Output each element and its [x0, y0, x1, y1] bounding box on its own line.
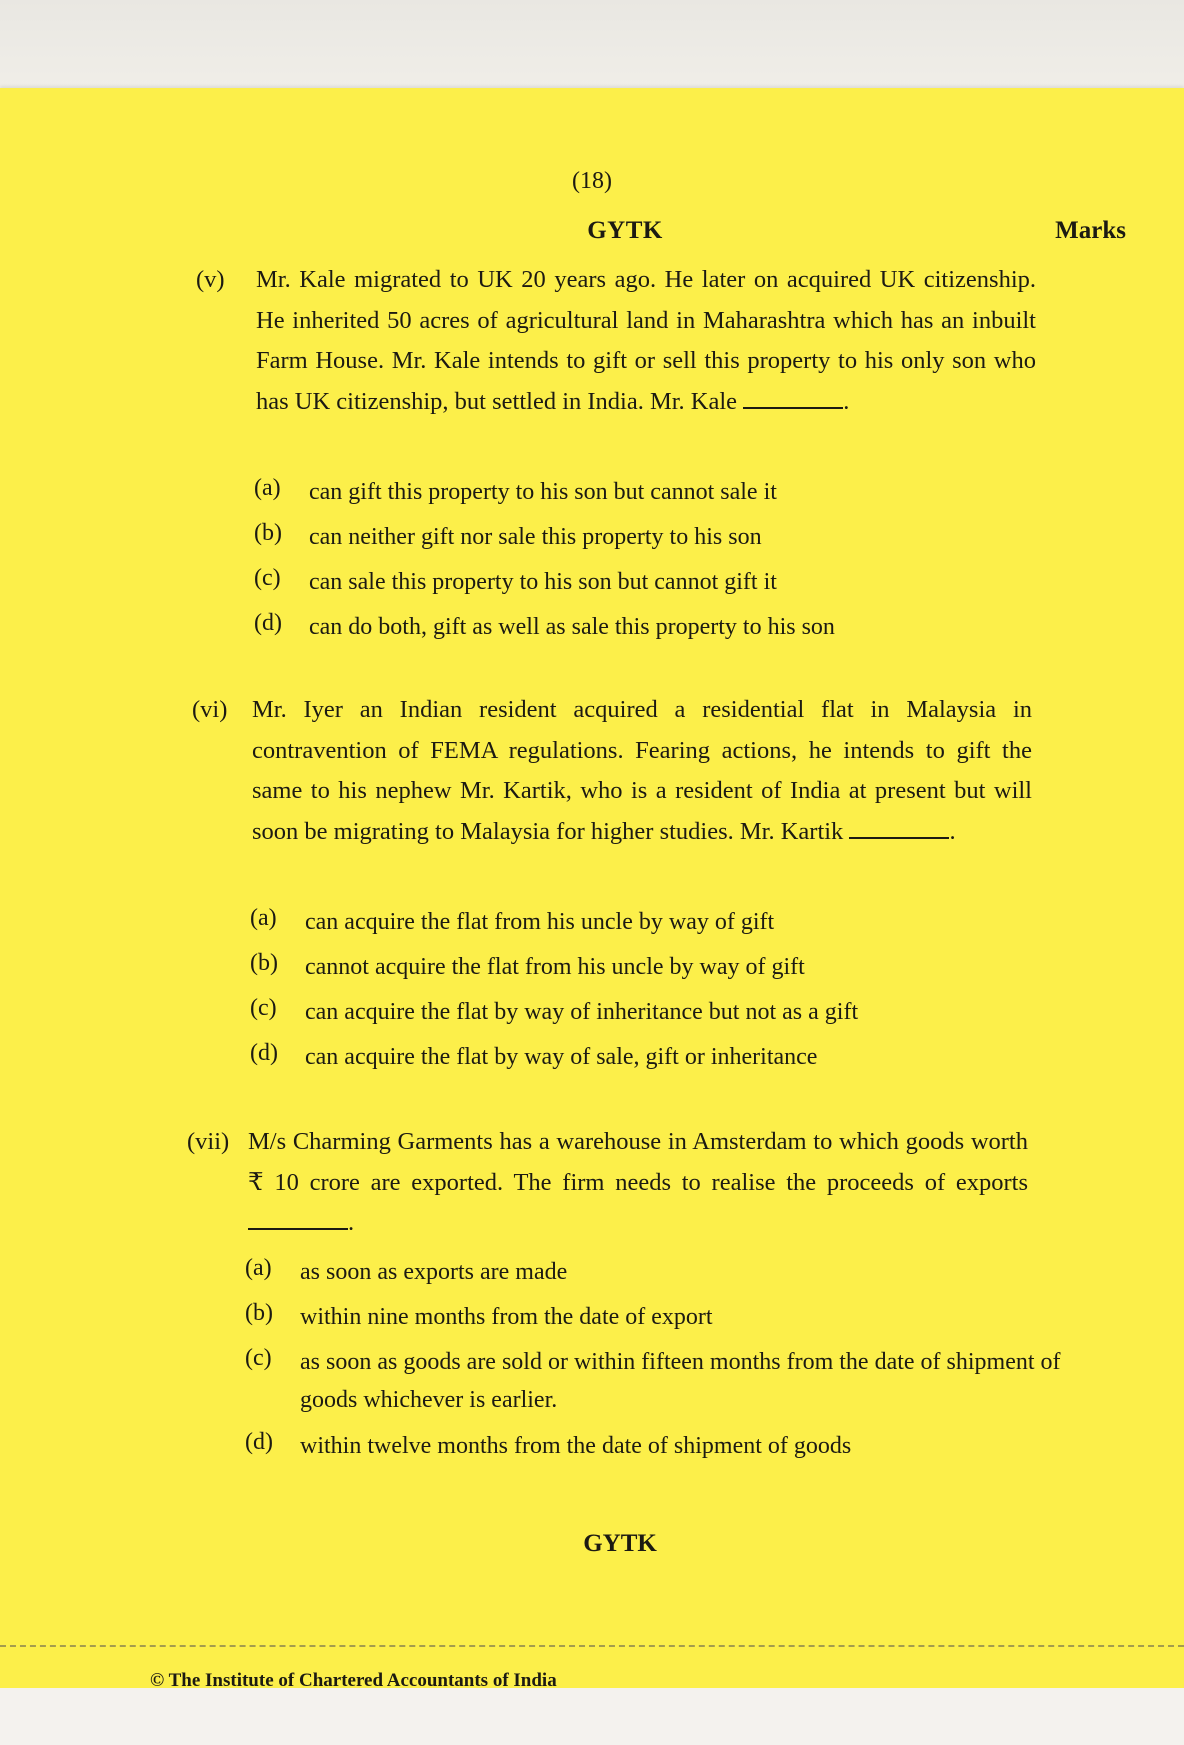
option-text: can acquire the flat by way of sale, gift or inheritance	[305, 1044, 818, 1070]
option-c[interactable]	[254, 563, 1154, 608]
question-stem: Mr. Iyer an Indian resident acquired a residential flat in Malaysia in contravention of FEMA regulations. Fearing actions, he intends to gift the same to his nephew Mr. Kartik, who is a resident of India at present but will soon be migrating to Malaysia for higher studies. Mr. Kartik .	[252, 696, 1032, 845]
option-label: (b)	[254, 520, 282, 546]
paper-header: GYTK	[587, 217, 663, 244]
option-text: can acquire the flat from his uncle by way of gift	[305, 909, 775, 935]
option-text: can acquire the flat by way of inheritance but not as a gift	[305, 999, 859, 1025]
option-text: cannot acquire the flat from his uncle by way of gift	[305, 954, 805, 980]
option-label: (b)	[250, 950, 278, 976]
footer-divider	[0, 1645, 1184, 1647]
answer-blank	[743, 387, 843, 409]
option-text: within twelve months from the date of shipment of goods	[300, 1433, 852, 1459]
option-b[interactable]	[250, 948, 1150, 993]
option-text: within nine months from the date of export	[300, 1304, 713, 1330]
question-stem: Mr. Kale migrated to UK 20 years ago. He later on acquired UK citizenship. He inherited 50 acres of agricultural land in Maharashtra which has an inbuilt Farm House. Mr. Kale intends to gift or sell this property to his only son who has UK citizenship, but settled in India. Mr. Kale .	[256, 266, 1036, 415]
option-text: can sale this property to his son but cannot gift it	[309, 569, 777, 595]
option-label: (c)	[254, 565, 281, 591]
answer-blank	[248, 1208, 348, 1230]
option-label: (a)	[250, 905, 277, 931]
options-list	[245, 1253, 1145, 1472]
option-c[interactable]	[245, 1343, 1145, 1427]
option-label: (c)	[245, 1345, 272, 1371]
option-text: as soon as exports are made	[300, 1259, 568, 1285]
options-list	[254, 473, 1154, 653]
option-label: (b)	[245, 1300, 273, 1326]
footer-title: GYTK	[583, 1530, 657, 1557]
option-text: can neither gift nor sale this property to his son	[309, 524, 762, 550]
option-a[interactable]	[245, 1253, 1145, 1298]
option-label: (a)	[254, 475, 281, 501]
copyright-notice: © The Institute of Chartered Accountants of India	[150, 1670, 557, 1691]
question-number: (vii)	[187, 1128, 230, 1155]
option-d[interactable]	[250, 1038, 1150, 1083]
option-text: can do both, gift as well as sale this property to his son	[309, 614, 835, 640]
option-label: (d)	[254, 610, 282, 636]
option-b[interactable]	[245, 1298, 1145, 1343]
option-b[interactable]	[254, 518, 1154, 563]
question-text: Mr. Kale migrated to UK 20 years ago. He later on acquired UK citizenship. He inherited 50 acres of agricultural land in Maharashtra which has an inbuilt Farm House. Mr. Kale intends to gift or sell this property to his only son who has UK citizenship, but settled in India. Mr. Kale	[256, 266, 1036, 415]
option-label: (a)	[245, 1255, 272, 1281]
option-text: can gift this property to his son but cannot sale it	[309, 479, 777, 505]
option-label: (d)	[245, 1429, 273, 1455]
page-number: (18)	[572, 168, 612, 194]
option-d[interactable]	[254, 608, 1154, 653]
question-stem: M/s Charming Garments has a warehouse in Amsterdam to which goods worth ₹ 10 crore are exported. The firm needs to realise the proceeds of exports.	[248, 1128, 1028, 1236]
question-number: (v)	[196, 266, 225, 293]
question-text: M/s Charming Garments has a warehouse in Amsterdam to which goods worth ₹ 10 crore are exported. The firm needs to realise the proceeds of exports	[248, 1128, 1028, 1196]
option-c[interactable]	[250, 993, 1150, 1038]
scan-top-margin	[0, 0, 1184, 90]
option-a[interactable]	[250, 903, 1150, 948]
question-text: Mr. Iyer an Indian resident acquired a residential flat in Malaysia in contravention of FEMA regulations. Fearing actions, he intends to gift the same to his nephew Mr. Kartik, who is a resident of India at present but will soon be migrating to Malaysia for higher studies. Mr. Kartik	[252, 696, 1032, 845]
question-number: (vi)	[192, 696, 228, 723]
scan-bottom-margin	[0, 1688, 1184, 1745]
options-list	[250, 903, 1150, 1083]
option-a[interactable]	[254, 473, 1154, 518]
answer-blank	[849, 817, 949, 839]
option-label: (c)	[250, 995, 277, 1021]
option-d[interactable]	[245, 1427, 1145, 1472]
marks-column-label: Marks	[1055, 217, 1126, 244]
option-text: as soon as goods are sold or within fifteen months from the date of shipment of goods whichever is earlier.	[300, 1349, 1061, 1413]
option-label: (d)	[250, 1040, 278, 1066]
